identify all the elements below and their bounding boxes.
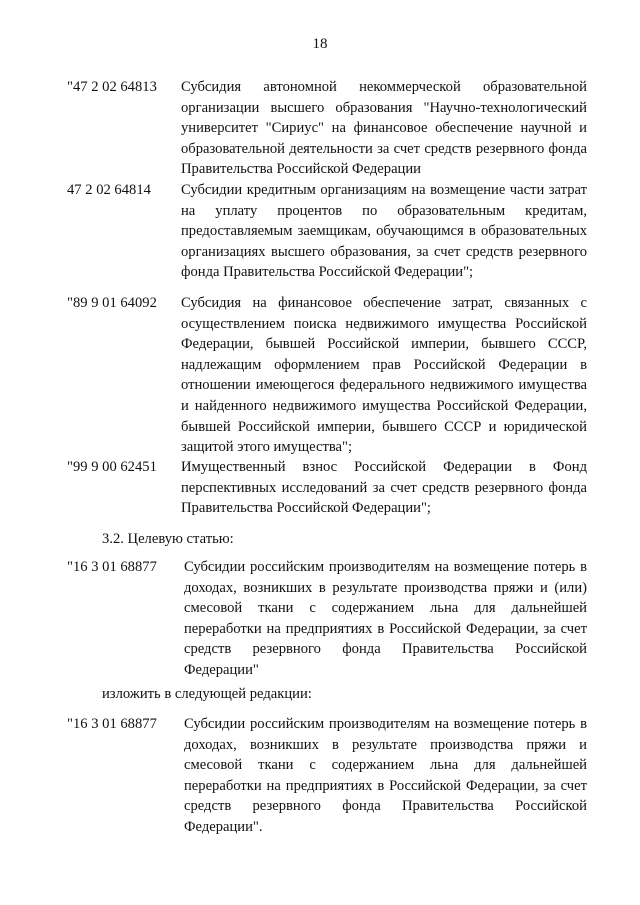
budget-code: 47 2 02 64814 [67, 182, 151, 198]
budget-code: "99 9 00 62451 [67, 459, 157, 475]
budget-description: Субсидии российским производителям на возмещение потерь в доходах, возникших в результате производства пряжи и (или) смесовой ткани с содержанием льна для дальнейшей переработки на предприятиях в Российской Федерации, за счет средств резервного фонда Правительства Российской Федерации" [184, 559, 587, 678]
budget-code: "16 3 01 68877 [67, 559, 157, 575]
budget-description: Субсидия автономной некоммерческой образовательной организации высшего образования "Научно-технологический университет "Сириус" на финансовое обеспечение научной и образовательной деятельности за счет средств резервного фонда Правительства Российской Федерации [181, 79, 587, 178]
page-number: 18 [312, 36, 328, 52]
transition-text: изложить в следующей редакции: [102, 686, 312, 702]
budget-description: Субсидия на финансовое обеспечение затрат, связанных с осуществлением поиска недвижимого имущества Российской Федерации, бывшей Российской империи, бывшего СССР, надлежащим оформлением прав Российской Федерации в отношении имеющегося федерального недвижимого имущества и найденного недвижимого имущества Российской Федерации, бывшей Российской империи, бывшего СССР и юридической защитой этого имущества"; [181, 295, 587, 456]
section-intro: 3.2. Целевую статью: [102, 531, 234, 547]
budget-code: "16 3 01 68877 [67, 716, 157, 732]
budget-code: "89 9 01 64092 [67, 295, 157, 311]
budget-code: "47 2 02 64813 [67, 79, 157, 95]
budget-description: Субсидии кредитным организациям на возмещение части затрат на уплату процентов по образовательным кредитам, предоставляемым заемщикам, обучающимся в образовательных организациях высшего образования, за счет средств резервного фонда Правительства Российской Федерации"; [181, 182, 587, 281]
budget-description: Субсидии российским производителям на возмещение потерь в доходах, возникших в результате производства пряжи и смесовой ткани с содержанием льна для дальнейшей переработки на предприятиях в Российской Федерации, за счет средств резервного фонда Правительства Российской Федерации". [184, 716, 587, 835]
budget-description: Имущественный взнос Российской Федерации в Фонд перспективных исследований за счет средств резервного фонда Правительства Российской Федерации"; [181, 459, 587, 517]
